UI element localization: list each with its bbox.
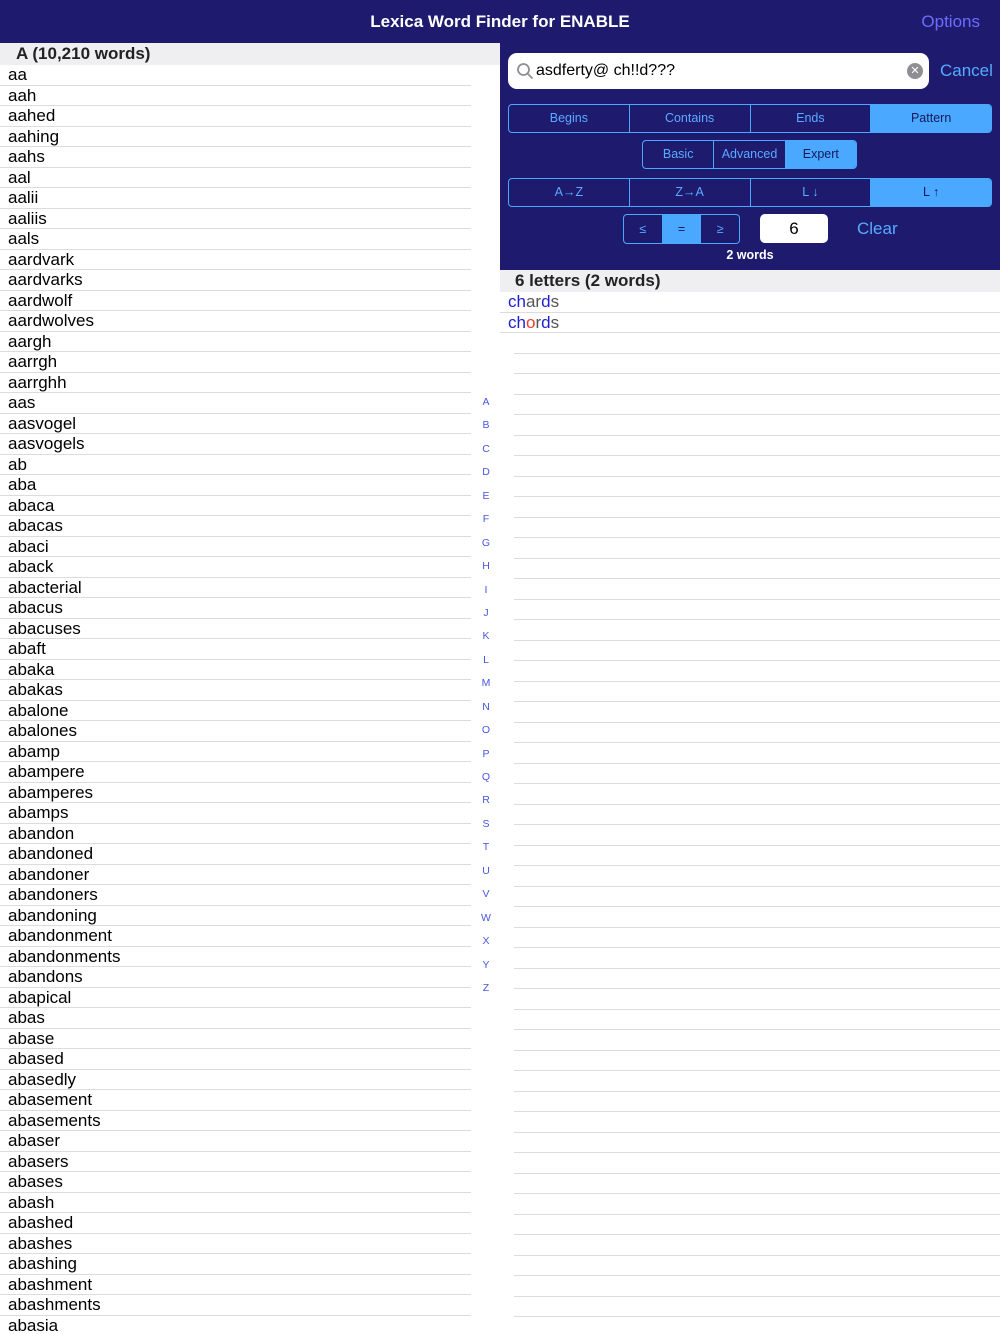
word-row[interactable]: abandoners (0, 885, 471, 906)
search-input[interactable] (536, 53, 896, 89)
mode-segment-0[interactable]: Begins (509, 105, 630, 132)
result-letter-group: d (541, 292, 551, 311)
word-row[interactable]: aargh (0, 332, 471, 353)
word-length-field[interactable]: 6 (760, 214, 828, 243)
result-row[interactable] (500, 292, 1000, 313)
empty-row (514, 1235, 1000, 1256)
sort-segment-3[interactable]: L ↑ (871, 179, 991, 206)
empty-row (514, 723, 1000, 744)
empty-row (514, 374, 1000, 395)
empty-row (514, 354, 1000, 375)
empty-row (514, 661, 1000, 682)
mode-segment-1[interactable]: Contains (630, 105, 751, 132)
index-letter-a[interactable]: A (482, 396, 490, 408)
word-row[interactable]: abaca (0, 496, 471, 517)
word-row[interactable]: abacus (0, 598, 471, 619)
search-box[interactable] (508, 53, 929, 89)
word-row[interactable]: aahed (0, 106, 471, 127)
word-row[interactable]: abashed (0, 1213, 471, 1234)
word-row[interactable]: aback (0, 557, 471, 578)
index-letter-l[interactable]: L (483, 653, 489, 666)
word-row[interactable]: abaci (0, 537, 471, 558)
empty-row (514, 415, 1000, 436)
word-row[interactable]: aardwolf (0, 291, 471, 312)
empty-row (514, 1010, 1000, 1031)
word-row[interactable]: abacas (0, 516, 471, 537)
level-segment-0[interactable]: Basic (643, 141, 714, 168)
pattern-level-segmented-control (642, 140, 857, 169)
empty-row (514, 887, 1000, 908)
cancel-button[interactable]: Cancel (940, 61, 993, 80)
level-segment-1[interactable]: Advanced (714, 141, 785, 168)
index-letter-g[interactable]: G (481, 536, 491, 549)
empty-row (514, 1215, 1000, 1236)
result-letter-group: ar (525, 292, 542, 311)
empty-row (514, 825, 1000, 846)
index-letter-p[interactable]: P (482, 747, 490, 760)
word-row[interactable]: abalone (0, 701, 471, 722)
empty-row (514, 948, 1000, 969)
empty-row (514, 989, 1000, 1010)
empty-row (514, 1317, 1000, 1334)
result-letter-group: d (541, 312, 551, 332)
word-row[interactable]: aas (0, 393, 471, 414)
navigation-bar (0, 0, 1000, 43)
word-row[interactable]: abasement (0, 1090, 471, 1111)
word-row[interactable]: abamperes (0, 783, 471, 804)
word-row[interactable]: abandon (0, 824, 471, 845)
index-letter-v[interactable]: V (482, 888, 490, 901)
sort-order-segmented-control (508, 178, 992, 207)
word-row[interactable]: abashes (0, 1234, 471, 1255)
word-row[interactable]: aals (0, 229, 471, 250)
empty-row (514, 784, 1000, 805)
level-segment-2[interactable]: Expert (786, 141, 856, 168)
empty-row (514, 743, 1000, 764)
word-row[interactable]: abamp (0, 742, 471, 763)
word-row[interactable]: aahs (0, 147, 471, 168)
word-row[interactable]: abases (0, 1172, 471, 1193)
result-row[interactable] (500, 313, 1000, 334)
empty-row (514, 682, 1000, 703)
index-letter-k[interactable]: K (482, 630, 490, 643)
word-row[interactable]: abandonments (0, 947, 471, 968)
word-row[interactable]: abashments (0, 1295, 471, 1316)
empty-row (514, 436, 1000, 457)
index-letter-n[interactable]: N (482, 700, 490, 713)
word-row[interactable]: aarrghh (0, 373, 471, 394)
empty-row (514, 764, 1000, 785)
index-letter-h[interactable]: H (482, 560, 490, 573)
sort-segment-0[interactable]: A→Z (509, 179, 630, 206)
empty-row (514, 518, 1000, 539)
results-section-header: 6 letters (2 words) (500, 270, 1000, 292)
compare-segment-2[interactable]: ≥ (716, 222, 724, 236)
options-button[interactable]: Options (921, 12, 980, 31)
index-letter-s[interactable]: S (482, 817, 490, 830)
search-icon (516, 62, 534, 80)
empty-row (514, 395, 1000, 416)
empty-row (514, 1071, 1000, 1092)
word-row[interactable]: abaser (0, 1131, 471, 1152)
empty-row (514, 1112, 1000, 1133)
empty-row (514, 641, 1000, 662)
word-row[interactable]: aah (0, 86, 471, 107)
empty-row (514, 600, 1000, 621)
word-row[interactable]: abashment (0, 1275, 471, 1296)
empty-row (514, 1194, 1000, 1215)
word-row[interactable]: abakas (0, 680, 471, 701)
word-list-pane (0, 43, 500, 1334)
search-mode-segmented-control (508, 104, 992, 133)
word-row[interactable]: aardvarks (0, 270, 471, 291)
clear-length-button[interactable]: Clear (857, 219, 898, 238)
index-letter-c[interactable]: C (482, 442, 490, 455)
empty-row (514, 805, 1000, 826)
empty-row (514, 702, 1000, 723)
result-letter-group: r (535, 312, 542, 332)
word-row[interactable]: abandoned (0, 844, 471, 865)
word-row[interactable]: aasvogel (0, 414, 471, 435)
word-row[interactable]: abandoner (0, 865, 471, 886)
index-letter-t[interactable]: T (482, 841, 490, 854)
word-row[interactable]: aardvark (0, 250, 471, 271)
index-letter-o[interactable]: O (481, 724, 491, 737)
index-letter-z[interactable]: Z (482, 981, 490, 994)
search-pane (500, 43, 1000, 1334)
word-row[interactable]: abasers (0, 1152, 471, 1173)
compare-segment-1[interactable]: = (663, 215, 702, 243)
empty-row (514, 497, 1000, 518)
result-count-label: 2 words (726, 248, 774, 262)
word-row[interactable]: abaka (0, 660, 471, 681)
index-letter-q[interactable]: Q (481, 771, 491, 783)
result-letter-group: s (550, 292, 560, 311)
word-row[interactable]: abashing (0, 1254, 471, 1275)
empty-row (514, 1174, 1000, 1195)
empty-row (514, 1051, 1000, 1072)
result-letter-group: ch (508, 292, 526, 311)
word-row[interactable]: abacterial (0, 578, 471, 599)
word-row[interactable]: aal (0, 168, 471, 189)
results-list[interactable] (500, 292, 1000, 333)
empty-row (514, 969, 1000, 990)
index-letter-i[interactable]: I (484, 583, 488, 596)
empty-result-rows (514, 333, 1000, 1334)
app-title: Lexica Word Finder for ENABLE (370, 12, 630, 31)
empty-row (514, 456, 1000, 477)
word-row[interactable]: aa (0, 65, 471, 86)
result-letter-group: o (525, 312, 536, 332)
word-row[interactable]: aasvogels (0, 434, 471, 455)
empty-row (514, 538, 1000, 559)
word-row[interactable]: abased (0, 1049, 471, 1070)
word-row[interactable]: abasements (0, 1111, 471, 1132)
word-row[interactable]: aarrgh (0, 352, 471, 373)
clear-search-icon[interactable]: ✕ (907, 63, 923, 79)
empty-row (514, 1153, 1000, 1174)
word-row[interactable]: abapical (0, 988, 471, 1009)
alphabet-index-bar[interactable] (472, 391, 500, 1000)
word-list[interactable] (0, 65, 471, 1334)
empty-row (514, 928, 1000, 949)
word-row[interactable]: abandonment (0, 926, 471, 947)
word-row[interactable]: abalones (0, 721, 471, 742)
index-letter-b[interactable]: B (482, 419, 490, 432)
empty-row (514, 477, 1000, 498)
word-row[interactable]: abaft (0, 639, 471, 660)
word-list-section-header: A (10,210 words) (0, 43, 500, 65)
word-row[interactable]: abase (0, 1029, 471, 1050)
word-row[interactable]: abasedly (0, 1070, 471, 1091)
word-row[interactable]: abash (0, 1193, 471, 1214)
word-row[interactable]: abasia (0, 1316, 471, 1334)
sort-segment-1[interactable]: Z→A (630, 179, 751, 206)
empty-row (514, 620, 1000, 641)
index-letter-d[interactable]: D (482, 466, 490, 479)
index-letter-j[interactable]: J (483, 606, 489, 619)
sort-segment-2[interactable]: L ↓ (751, 179, 872, 206)
empty-row (514, 1133, 1000, 1154)
empty-row (514, 866, 1000, 887)
result-letter-group: ch (508, 312, 526, 332)
empty-row (514, 559, 1000, 580)
empty-row (514, 1297, 1000, 1318)
word-row[interactable]: aalii (0, 188, 471, 209)
mode-segment-3[interactable]: Pattern (871, 105, 991, 132)
empty-row (514, 1256, 1000, 1277)
search-control-panel (500, 43, 1000, 270)
length-comparison-segmented-control (623, 214, 740, 244)
word-row[interactable]: aba (0, 475, 471, 496)
index-letter-x[interactable]: X (482, 935, 490, 948)
word-row[interactable]: abacuses (0, 619, 471, 640)
empty-row (514, 579, 1000, 600)
word-row[interactable]: aardwolves (0, 311, 471, 332)
empty-row (514, 1276, 1000, 1297)
word-row[interactable]: ab (0, 455, 471, 476)
word-row[interactable]: abandons (0, 967, 471, 988)
index-letter-m[interactable]: M (481, 677, 491, 690)
empty-row (514, 1092, 1000, 1113)
word-row[interactable]: aahing (0, 127, 471, 148)
mode-segment-2[interactable]: Ends (751, 105, 872, 132)
index-letter-y[interactable]: Y (482, 958, 490, 971)
empty-row (514, 846, 1000, 867)
index-letter-u[interactable]: U (482, 864, 490, 877)
word-row[interactable]: abampere (0, 762, 471, 783)
index-letter-r[interactable]: R (482, 794, 490, 807)
index-letter-f[interactable]: F (482, 513, 490, 526)
word-row[interactable]: abandoning (0, 906, 471, 927)
empty-row (514, 333, 1000, 354)
empty-row (514, 907, 1000, 928)
empty-row (514, 1030, 1000, 1051)
index-letter-w[interactable]: W (481, 911, 491, 924)
word-row[interactable]: abas (0, 1008, 471, 1029)
result-letter-group: s (550, 312, 560, 332)
index-letter-e[interactable]: E (482, 489, 490, 502)
word-row[interactable]: abamps (0, 803, 471, 824)
compare-segment-0[interactable]: ≤ (624, 215, 663, 243)
word-row[interactable]: aaliis (0, 209, 471, 230)
